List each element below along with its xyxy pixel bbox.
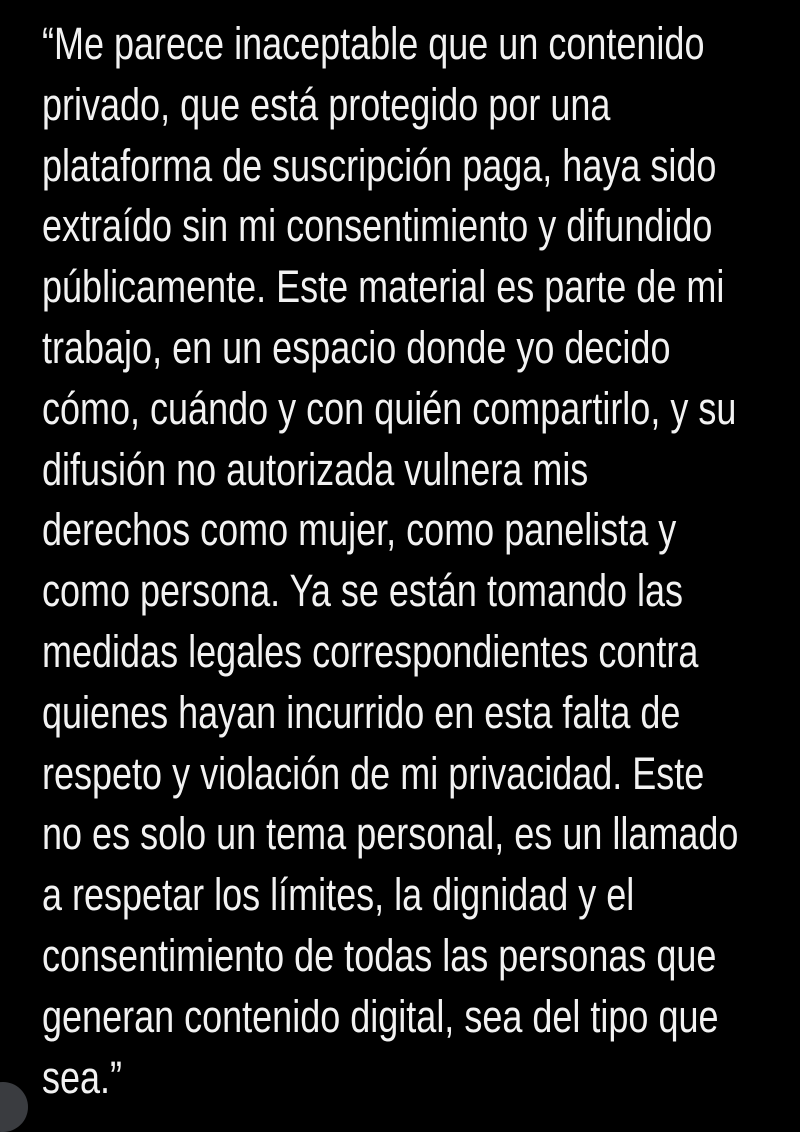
quote-line: extraído sin mi consentimiento y difundido (42, 200, 713, 252)
quote-line: privado, que está protegido por una (42, 78, 611, 130)
quote-line: plataforma de suscripción paga, haya sido (42, 139, 717, 191)
quote-line: sea.” (42, 1051, 123, 1103)
quote-line: a respetar los límites, la dignidad y el (42, 869, 635, 921)
quote-line: difusión no autorizada vulnera mis (42, 443, 589, 495)
quote-line: quienes hayan incurrido en esta falta de (42, 686, 681, 738)
avatar[interactable] (0, 1082, 28, 1132)
quote-line: consentimiento de todas las personas que (42, 929, 717, 981)
quote-line: generan contenido digital, sea del tipo que (42, 990, 719, 1042)
quote-text (42, 14, 800, 1108)
quote-line: cómo, cuándo y con quién compartirlo, y su (42, 382, 737, 434)
quote-line: no es solo un tema personal, es un llamado (42, 808, 739, 860)
quote-line: respeto y violación de mi privacidad. Este (42, 747, 705, 799)
quote-line: derechos como mujer, como panelista y (42, 504, 677, 556)
quote-line: medidas legales correspondientes contra (42, 625, 699, 677)
quote-line: “Me parece inaceptable que un contenido (42, 18, 705, 69)
quote-line: trabajo, en un espacio donde yo decido (42, 321, 671, 373)
quote-line: como persona. Ya se están tomando las (42, 565, 684, 617)
quote-line: públicamente. Este material es parte de mi (42, 261, 725, 313)
